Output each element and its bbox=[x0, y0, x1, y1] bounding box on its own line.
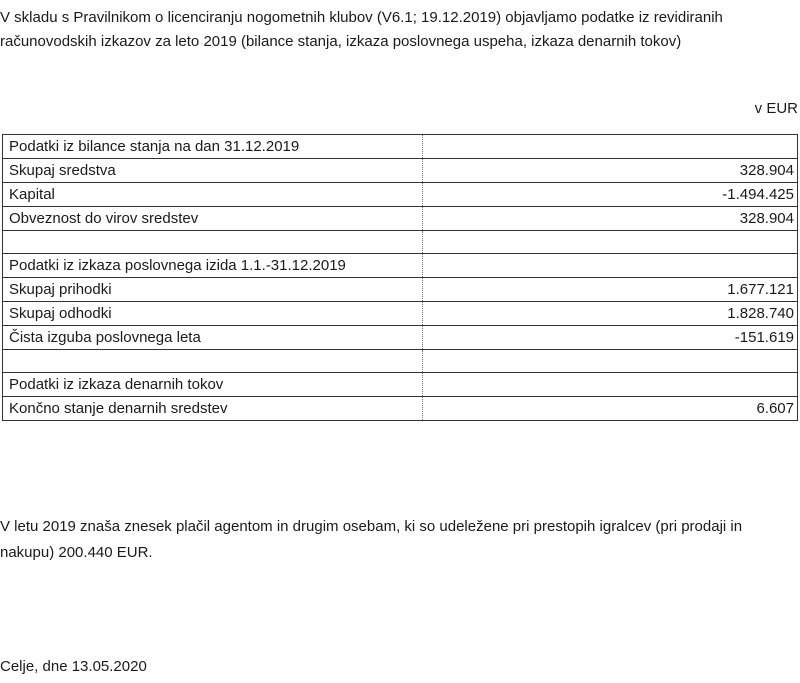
place-and-date: Celje, dne 13.05.2020 bbox=[0, 658, 147, 675]
liabilities-value: 328.904 bbox=[423, 207, 798, 231]
table-row-balance-heading bbox=[3, 135, 798, 159]
agent-payments-note: V letu 2019 znaša znesek plačil agentom in drugim osebam, ki so udeležene pri prestopih igralcev (pri prodaji in nakupu) 200.440 EUR. bbox=[0, 518, 743, 561]
spacer-cell bbox=[3, 231, 423, 254]
liabilities-label: Obveznost do virov sredstev bbox=[3, 207, 423, 231]
total-expenses-value: 1.828.740 bbox=[423, 302, 798, 326]
cash-flow-heading-value bbox=[423, 373, 798, 397]
table-row-ending-cash bbox=[3, 397, 798, 421]
spacer-cell bbox=[3, 350, 423, 373]
balance-sheet-heading: Podatki iz bilance stanja na dan 31.12.2019 bbox=[3, 135, 423, 159]
total-expenses-label: Skupaj odhodki bbox=[3, 302, 423, 326]
balance-sheet-heading-value bbox=[423, 135, 798, 159]
ending-cash-value: 6.607 bbox=[423, 397, 798, 421]
table-row-net-loss bbox=[3, 326, 798, 350]
ending-cash-label: Končno stanje denarnih sredstev bbox=[3, 397, 423, 421]
total-revenue-value: 1.677.121 bbox=[423, 278, 798, 302]
financial-data-table bbox=[2, 134, 798, 421]
total-revenue-label: Skupaj prihodki bbox=[3, 278, 423, 302]
currency-unit-label: v EUR bbox=[754, 100, 798, 117]
table-row-spacer bbox=[3, 350, 798, 373]
spacer-cell bbox=[423, 350, 798, 373]
total-assets-label: Skupaj sredstva bbox=[3, 159, 423, 183]
table-row-total-revenue bbox=[3, 278, 798, 302]
spacer-cell bbox=[423, 231, 798, 254]
equity-value: -1.494.425 bbox=[423, 183, 798, 207]
net-loss-label: Čista izguba poslovnega leta bbox=[3, 326, 423, 350]
table-row-equity bbox=[3, 183, 798, 207]
income-statement-heading: Podatki iz izkaza poslovnega izida 1.1.-31.12.2019 bbox=[3, 254, 423, 278]
net-loss-value: -151.619 bbox=[423, 326, 798, 350]
table-row-liabilities bbox=[3, 207, 798, 231]
table-row-total-assets bbox=[3, 159, 798, 183]
table-row-total-expenses bbox=[3, 302, 798, 326]
table-row-spacer bbox=[3, 231, 798, 254]
intro-paragraph: V skladu s Pravilnikom o licenciranju nogometnih klubov (V6.1; 19.12.2019) objavljamo podatke iz revidiranih računovodskih izkazov za leto 2019 (bilance stanja, izkaza poslovnega uspeha, izkaza denarnih tokov) bbox=[0, 9, 723, 50]
income-statement-heading-value bbox=[423, 254, 798, 278]
table-row-income-heading bbox=[3, 254, 798, 278]
table-row-cashflow-heading bbox=[3, 373, 798, 397]
total-assets-value: 328.904 bbox=[423, 159, 798, 183]
equity-label: Kapital bbox=[3, 183, 423, 207]
cash-flow-heading: Podatki iz izkaza denarnih tokov bbox=[3, 373, 423, 397]
